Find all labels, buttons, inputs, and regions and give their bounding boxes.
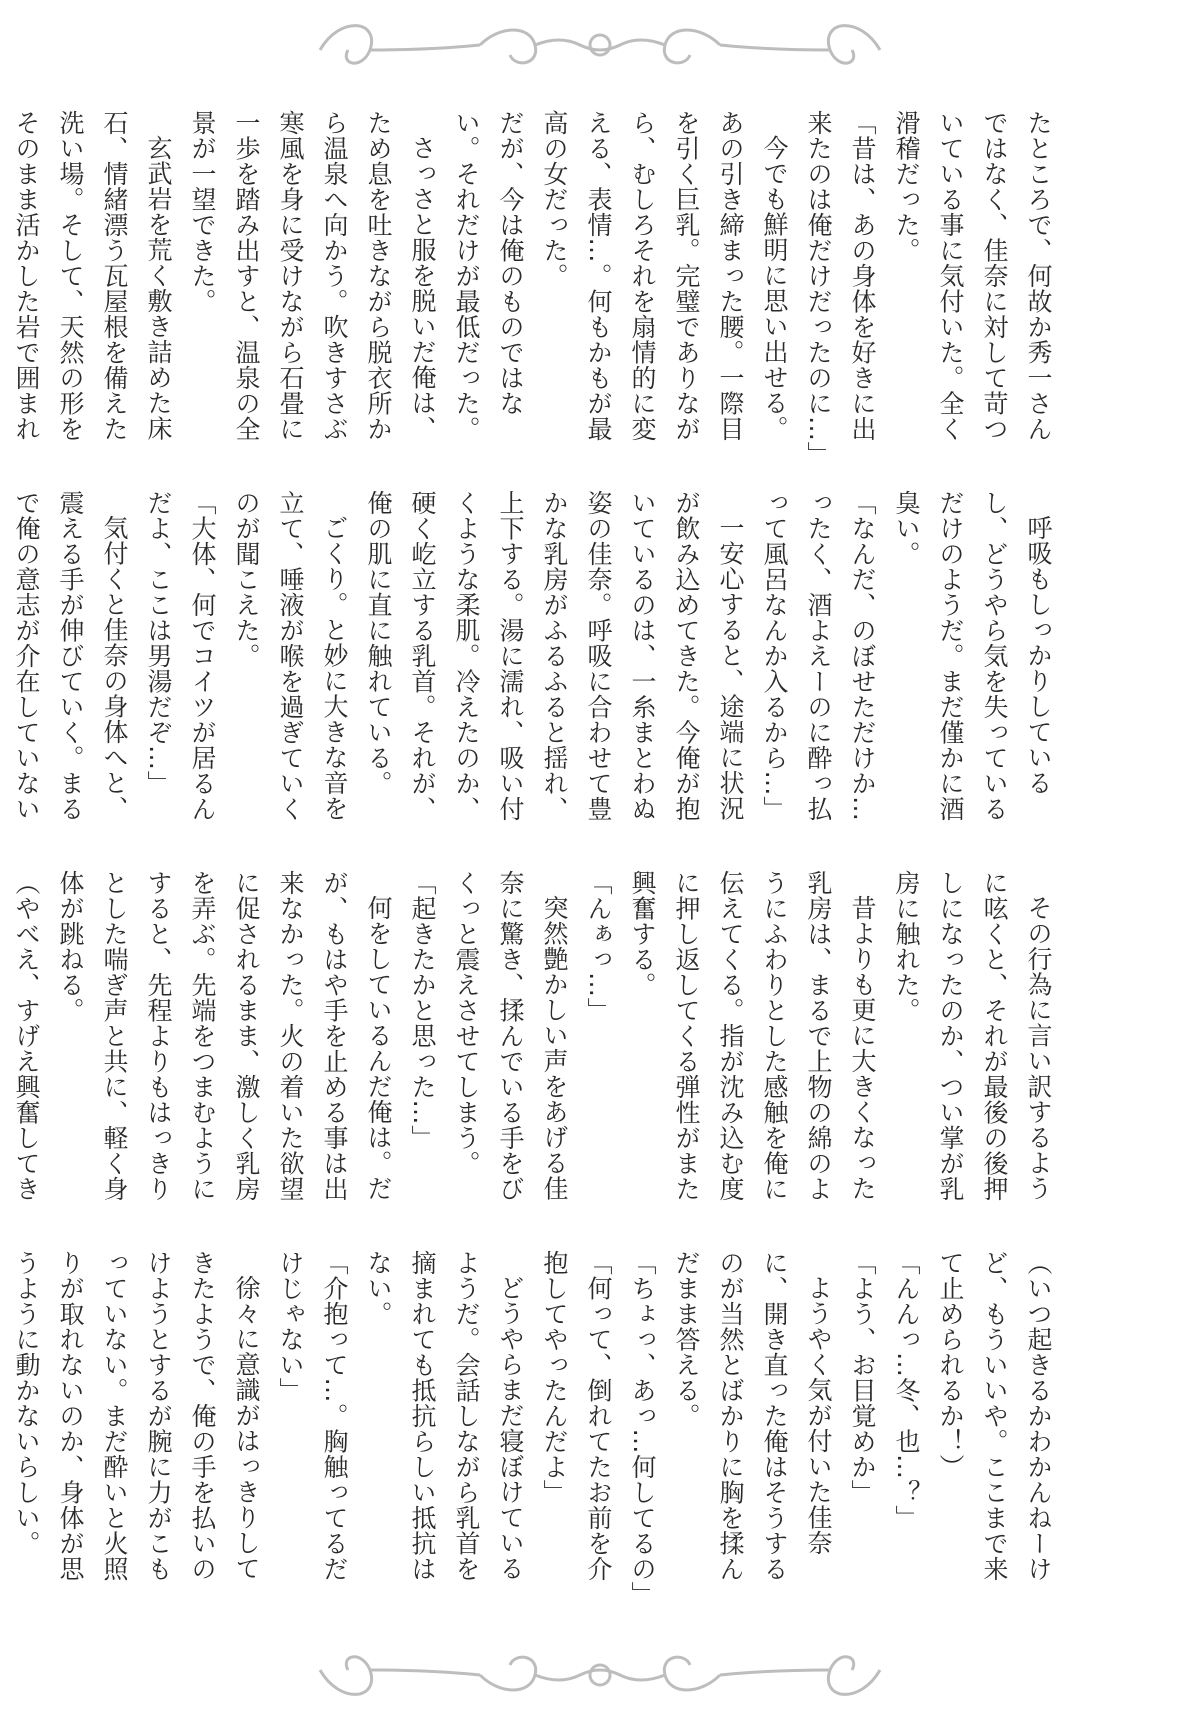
paragraph: 何をしているんだ俺は。だが、もはや手を止める事は出来なかった。火の着いた欲望に促されるまま、激しく乳房を弄ぶ。先端をつまむようにすると、先程よりもはっきりとした喘ぎ声と共に、軽く身体が跳ねる。 <box>56 870 393 1202</box>
top-ornament <box>310 10 890 80</box>
paragraph <box>0 1250 4 1600</box>
paragraph: 「昔は、あの身体を好きに出来たのは俺だけだったのに…」 <box>804 110 877 467</box>
text-block-4 <box>12 1250 1060 1607</box>
paragraph: 呼吸もしっかりしているし、どうやら気を失っているだけのようだ。まだ僅かに酒臭い。 <box>892 490 1053 822</box>
paragraph: 突然艶かしい声をあげる佳奈に驚き、揉んでいる手をびくっと震えさせてしまう。 <box>452 870 569 1202</box>
paragraph: どうやらまだ寝ぼけているようだ。会話しながら乳首を摘まれても抵抗らしい抵抗はない。 <box>364 1250 525 1582</box>
paragraph: 「起きたかと思った…」 <box>408 870 437 1151</box>
paragraph: たところで、何故か秀一さんではなく、佳奈に対して苛ついている事に気付いた。全く滑稽だった。 <box>892 110 1053 442</box>
paragraph: 「んんっ…冬、也…？」 <box>892 1250 921 1531</box>
paragraph: 「なんだ、のぼせただけか…ったく、酒よえーのに酔っ払って風呂なんか入るから…」 <box>760 490 877 822</box>
paragraph: 気付くと佳奈の身体へと、震える手が伸びていく。まるで俺の意志が介在していない <box>12 490 129 822</box>
paragraph: （やべえ、すげえ興奮してき <box>12 870 41 1202</box>
paragraph: その行為に言い訳するように呟くと、それが最後の後押しになったのか、つい掌が乳房に触れた。 <box>892 870 1053 1202</box>
paragraph: 「介抱って…。胸触ってるだけじゃない」 <box>276 1250 349 1582</box>
paragraph: だが、今は俺のものではない。それだけが最低だった。 <box>452 110 525 442</box>
text-block-1 <box>12 110 1060 467</box>
paragraph: 「ちょっ、あっ…何してるの」 <box>628 1250 657 1607</box>
paragraph: さっさと服を脱いだ俺は、ため息を吐きながら脱衣所から温泉へ向かう。吹きすさぶ寒風を身に受けながら石畳に一歩を踏み出すと、温泉の全景が一望できた。 <box>188 110 437 442</box>
text-block-3 <box>12 870 1060 1220</box>
bottom-ornament <box>310 1640 890 1710</box>
paragraph: 「何って、倒れてたお前を介抱してやったんだよ」 <box>540 1250 613 1582</box>
text-block-2 <box>12 490 1060 840</box>
paragraph: 「大体、何でコイツが居るんだよ、ここは男湯だぞ…」 <box>144 490 217 822</box>
paragraph: 今でも鮮明に思い出せる。あの引き締まった腰。一際目を引く巨乳。完璧でありながら、むしろそれを扇情的に変える、表情…。何もかもが最高の女だった。 <box>540 110 789 442</box>
paragraph: ようやく気が付いた佳奈に、開き直った俺はそうするのが当然とばかりに胸を揉んだまま答える。 <box>672 1250 833 1582</box>
paragraph: 玄武岩を荒く敷き詰めた床石、情緒漂う瓦屋根を備えた洗い場。そして、天然の形をそのまま活かした岩で囲まれ <box>12 110 173 442</box>
paragraph: 徐々に意識がはっきりしてきたようで、俺の手を払いのけようとするが腕に力がこもっていない。まだ酔いと火照りが取れないのか、身体が思うように動かないらしい。 <box>12 1250 261 1582</box>
paragraph: 「んぁっ…」 <box>584 870 613 1023</box>
paragraph: 昔よりも更に大きくなった乳房は、まるで上物の綿のようにふわりとした感触を俺に伝えてくる。指が沈み込む度に押し返してくる弾性がまた興奮する。 <box>628 870 877 1202</box>
paragraph: 一安心すると、途端に状況が飲み込めてきた。今俺が抱いているのは、一糸まとわぬ姿の佳奈。呼吸に合わせて豊かな乳房がふるふると揺れ、上下する。湯に濡れ、吸い付くような柔肌。冷えたのか、硬く屹立する乳首。それが、俺の肌に直に触れている。 <box>364 490 745 822</box>
paragraph: ごくり。と妙に大きな音を立て、唾液が喉を過ぎていくのが聞こえた。 <box>232 490 349 822</box>
paragraph: 「よう、お目覚めか」 <box>848 1250 877 1505</box>
paragraph: （いつ起きるかわかんねーけど、もういいや。ここまで来て止められるか！） <box>936 1250 1053 1582</box>
